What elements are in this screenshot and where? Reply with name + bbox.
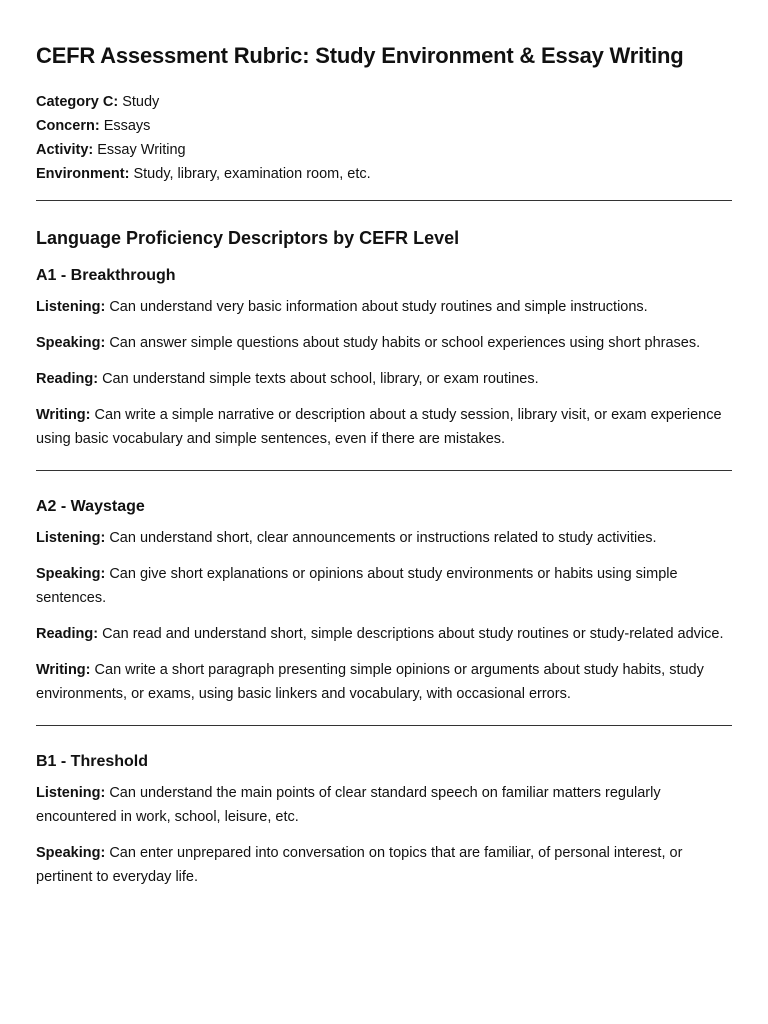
descriptor-text: Can write a short paragraph presenting simple opinions or arguments about study habits, study environments, or exams, using basic linkers and vocabulary, with occasional errors. — [36, 662, 704, 702]
meta-concern — [36, 114, 732, 138]
meta-value: Study, library, examination room, etc. — [133, 166, 371, 182]
descriptor-speaking — [36, 331, 732, 355]
meta-environment — [36, 162, 732, 186]
descriptor-reading — [36, 622, 732, 646]
page-title: CEFR Assessment Rubric: Study Environment & Essay Writing — [36, 43, 684, 68]
descriptor-text: Can give short explanations or opinions about study environments or habits using simple sentences. — [36, 566, 678, 606]
level-heading: B1 - Threshold — [36, 753, 149, 770]
descriptor-writing — [36, 403, 732, 451]
descriptor-speaking — [36, 562, 732, 610]
descriptor-text: Can understand simple texts about school, library, or exam routines. — [102, 371, 539, 387]
meta-label: Category C: — [36, 94, 119, 110]
divider — [36, 470, 732, 471]
meta-value: Essays — [103, 118, 151, 134]
descriptor-label: Writing: — [36, 662, 91, 678]
divider — [36, 200, 732, 201]
meta-label: Activity: — [36, 142, 94, 158]
descriptor-label: Speaking: — [36, 335, 106, 351]
meta-activity — [36, 138, 732, 162]
level-a1 — [36, 265, 732, 471]
descriptor-text: Can read and understand short, simple descriptions about study routines or study-related advice. — [102, 626, 724, 642]
meta-label: Concern: — [36, 118, 100, 134]
descriptor-label: Listening: — [36, 299, 106, 315]
meta-category — [36, 90, 732, 114]
descriptor-text: Can write a simple narrative or description about a study session, library visit, or exam experience using basic vocabulary and simple sentences, even if there are mistakes. — [36, 407, 722, 447]
descriptor-text: Can understand the main points of clear standard speech on familiar matters regularly encountered in work, school, leisure, etc. — [36, 785, 661, 825]
descriptor-text: Can enter unprepared into conversation on topics that are familiar, of personal interest, or pertinent to everyday life. — [36, 845, 683, 885]
descriptor-text: Can answer simple questions about study habits or school experiences using short phrases. — [109, 335, 701, 351]
level-b1 — [36, 751, 732, 889]
meta-value: Essay Writing — [97, 142, 186, 158]
descriptor-text: Can understand very basic information about study routines and simple instructions. — [109, 299, 648, 315]
descriptor-writing — [36, 658, 732, 706]
descriptor-label: Writing: — [36, 407, 91, 423]
descriptor-speaking — [36, 841, 732, 889]
descriptor-label: Speaking: — [36, 566, 106, 582]
level-a2 — [36, 496, 732, 726]
level-heading: A2 - Waystage — [36, 498, 145, 515]
descriptor-label: Speaking: — [36, 845, 106, 861]
descriptor-listening — [36, 295, 732, 319]
descriptor-listening — [36, 526, 732, 550]
descriptor-label: Reading: — [36, 371, 99, 387]
descriptor-text: Can understand short, clear announcements or instructions related to study activities. — [109, 530, 657, 546]
section-heading: Language Proficiency Descriptors by CEFR Level — [36, 228, 460, 248]
meta-label: Environment: — [36, 166, 130, 182]
descriptor-label: Listening: — [36, 785, 106, 801]
descriptor-label: Reading: — [36, 626, 99, 642]
descriptor-reading — [36, 367, 732, 391]
level-heading: A1 - Breakthrough — [36, 267, 176, 284]
descriptor-listening — [36, 781, 732, 829]
meta-block — [36, 90, 732, 186]
divider — [36, 725, 732, 726]
descriptor-label: Listening: — [36, 530, 106, 546]
meta-value: Study — [122, 94, 160, 110]
